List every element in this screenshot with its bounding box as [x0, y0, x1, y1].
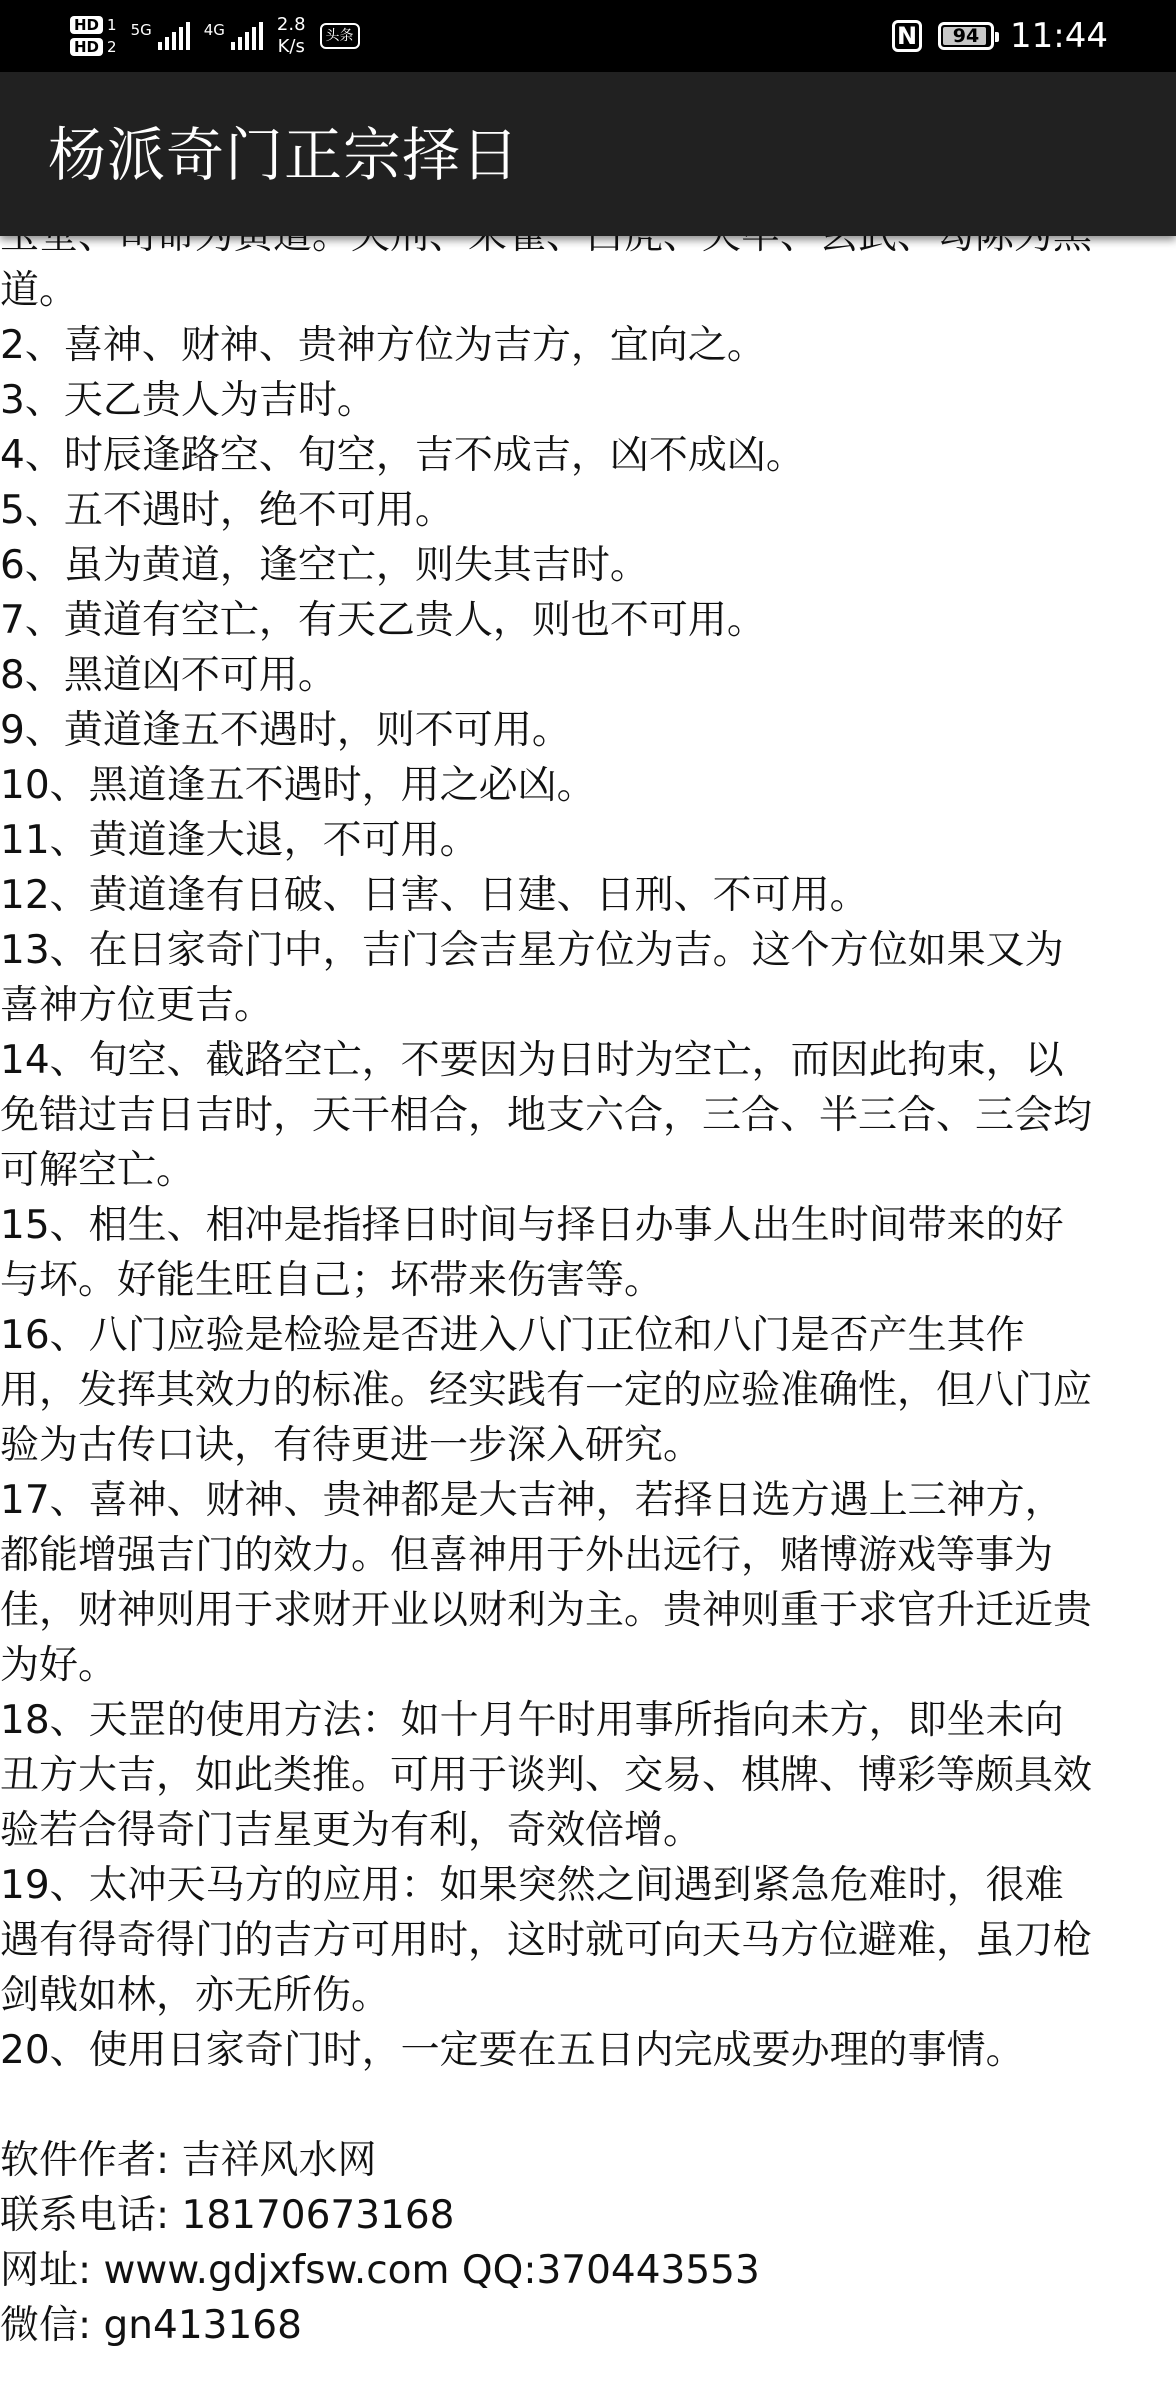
text-line: 8、黑道凶不可用。 [0, 653, 337, 698]
text-line: 与坏。好能生旺自己；坏带来伤害等。 [0, 1258, 664, 1303]
sim2-hd-indicator [70, 38, 117, 56]
network-type-2: 4G [203, 21, 225, 39]
text-line: 5、五不遇时，绝不可用。 [0, 488, 454, 533]
hd-badge-1: HD [70, 16, 103, 34]
page-title: 杨派奇门正宗择日 [48, 121, 521, 189]
text-line: 13、在日家奇门中，吉门会吉星方位为吉。这个方位如果又为 [0, 928, 1064, 973]
website-line: 网址: www.gdjxfsw.com QQ:370443553 [0, 2248, 760, 2293]
text-line: 都能增强吉门的效力。但喜神用于外出远行，赌博游戏等事为 [0, 1533, 1054, 1578]
text-line: 18、天罡的使用方法：如十月午时用事所指向未方，即坐未向 [0, 1698, 1064, 1743]
text-line: 遇有得奇得门的吉方可用时，这时就可向天马方位避难，虽刀枪 [0, 1918, 1093, 1963]
text-line: 19、太冲天马方的应用：如果突然之间遇到紧急危难时，很难 [0, 1863, 1064, 1908]
text-line: 16、八门应验是检验是否进入八门正位和八门是否产生其作 [0, 1313, 1025, 1358]
text-line: 2、喜神、财神、贵神方位为吉方，宜向之。 [0, 323, 766, 368]
network-speed-unit: K/s [277, 36, 305, 57]
hd-indicators [70, 16, 117, 56]
text-line: 15、相生、相冲是指择日时间与择日办事人出生时间带来的好 [0, 1203, 1064, 1248]
battery-icon [938, 22, 994, 50]
hd-badge-2: HD [70, 38, 103, 56]
network-type-1: 5G [130, 21, 152, 39]
signal-sim1 [131, 22, 190, 50]
text-line: 验若合得奇门吉星更为有利，奇效倍增。 [0, 1808, 703, 1853]
clock: 11:44 [1010, 16, 1108, 56]
text-line: 剑戟如林，亦无所伤。 [0, 1973, 391, 2018]
news-app-notification-icon: 头条 [320, 23, 360, 49]
sim1-hd-indicator [70, 16, 117, 34]
author-line: 软件作者: 吉祥风水网 [0, 2138, 377, 2183]
text-line: 为好。 [0, 1643, 118, 1688]
text-line: 验为古传口诀，有待更进一步深入研究。 [0, 1423, 703, 1468]
text-line: 6、虽为黄道，逢空亡，则失其吉时。 [0, 543, 649, 588]
text-line: 7、黄道有空亡，有天乙贵人，则也不可用。 [0, 598, 766, 643]
rules-text [0, 208, 1176, 2078]
text-line: 道。 [0, 268, 79, 313]
status-right-group [892, 0, 1108, 72]
contact-info [0, 2133, 1176, 2353]
text-line: 可解空亡。 [0, 1148, 196, 1193]
text-line: 12、黄道逢有日破、日害、日建、日刑、不可用。 [0, 873, 869, 918]
status-bar [0, 0, 1176, 72]
network-speed-value: 2.8 [276, 14, 306, 35]
text-line: 丑方大吉，如此类推。可用于谈判、交易、棋牌、博彩等颇具效 [0, 1753, 1093, 1798]
text-line: 用，发挥其效力的标准。经实践有一定的应验准确性，但八门应 [0, 1368, 1093, 1413]
text-line: 佳，财神则用于求财开业以财利为主。贵神则重于求官升迁近贵 [0, 1588, 1093, 1633]
text-line: 3、天乙贵人为吉时。 [0, 378, 376, 423]
signal-strength-icon-2 [231, 22, 263, 50]
text-line: 11、黄道逢大退，不可用。 [0, 818, 479, 863]
nfc-icon: N [892, 20, 922, 52]
text-line: 17、喜神、财神、贵神都是大吉神，若择日选方遇上三神方， [0, 1478, 1064, 1523]
sim-number-2: 2 [107, 38, 117, 56]
app-bar [0, 72, 1176, 236]
text-line: 10、黑道逢五不遇时，用之必凶。 [0, 763, 596, 808]
network-speed [277, 14, 306, 58]
sim-number-1: 1 [107, 16, 117, 34]
signal-sim2 [204, 22, 263, 50]
article-content[interactable] [0, 208, 1176, 2353]
text-line: 20、使用日家奇门时，一定要在五日内完成要办理的事情。 [0, 2028, 1025, 2073]
signal-strength-icon-1 [158, 22, 190, 50]
text-line: 免错过吉日吉时，天干相合，地支六合，三合、半三合、三会均 [0, 1093, 1093, 1138]
status-left-group [70, 8, 360, 64]
phone-line: 联系电话: 18170673168 [0, 2193, 455, 2238]
battery-percent: 94 [952, 25, 980, 47]
text-line: 9、黄道逢五不遇时，则不可用。 [0, 708, 571, 753]
text-line: 喜神方位更吉。 [0, 983, 274, 1028]
section-spacer [0, 2078, 1176, 2133]
text-line: 4、时辰逢路空、旬空，吉不成吉，凶不成凶。 [0, 433, 805, 478]
text-line: 14、旬空、截路空亡，不要因为日时为空亡，而因此拘束，以 [0, 1038, 1064, 1083]
wechat-line: 微信: gn413168 [0, 2303, 302, 2348]
